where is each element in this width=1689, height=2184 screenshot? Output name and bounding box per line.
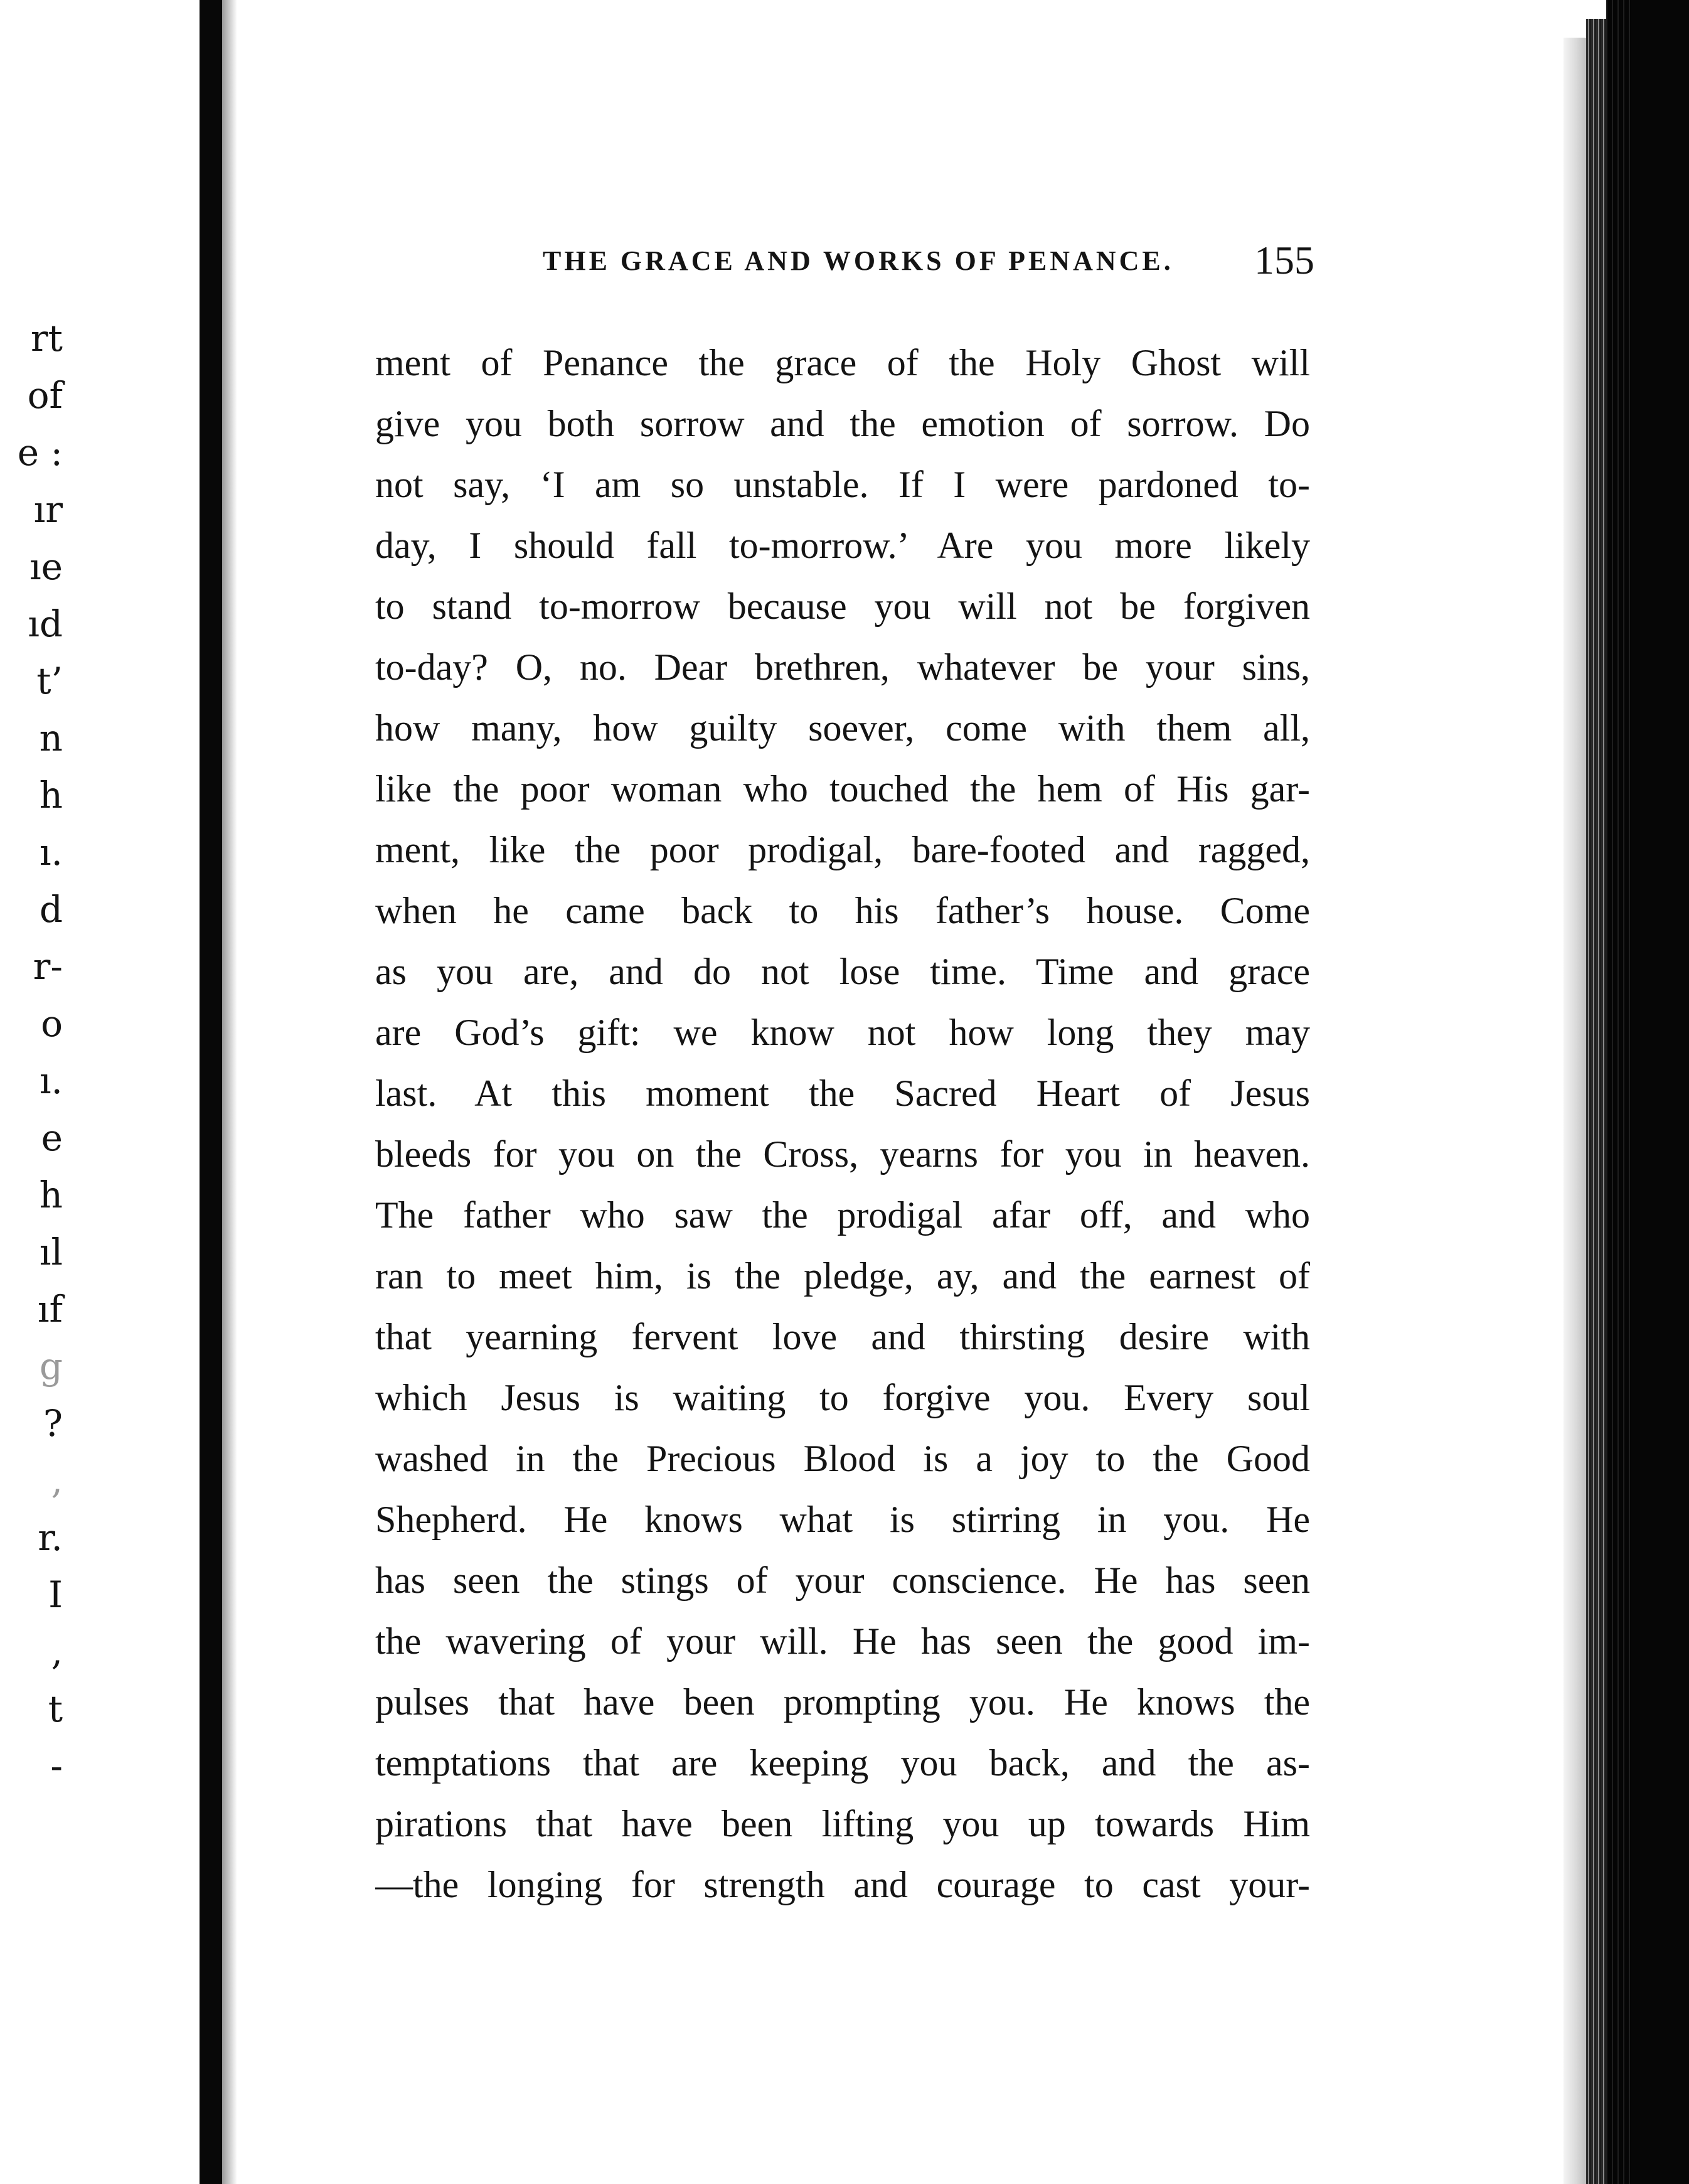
text-line: The father who saw the prodigal afar off, and who [375,1194,1310,1236]
previous-page-fragment: h [39,774,63,816]
text-line: when he came back to his father’s house. Come [375,890,1310,931]
text-line: that yearning fervent love and thirsting desire with [375,1316,1310,1357]
previous-page-fragment: ? [43,1402,63,1445]
text-line: day, I should fall to-morrow.’ Are you more likely [375,525,1310,566]
previous-page-fragment: t [48,1688,63,1730]
previous-page-fragment: ı. [40,831,63,874]
previous-page-fragment: d [39,888,63,931]
gutter-shadow [222,0,237,2184]
text-line: temptations that are keeping you back, and the as- [375,1742,1310,1784]
page-stack-edge [1586,19,1606,2184]
previous-page-fragment: o [41,1002,63,1045]
text-line: are God’s gift: we know not how long they may [375,1012,1310,1053]
text-line: Shepherd. He knows what is stirring in you. He [375,1499,1310,1540]
previous-page-fragment: I [48,1573,63,1616]
previous-page-fragment: e : [17,431,63,474]
previous-page-fragment: - [50,1745,63,1787]
text-line: last. At this moment the Sacred Heart of Jesus [375,1073,1310,1114]
text-line: ran to meet him, is the pledge, ay, and the earnest of [375,1255,1310,1297]
text-line: to stand to-morrow because you will not be forgiven [375,586,1310,627]
text-line: ment, like the poor prodigal, bare-footed and ragged, [375,829,1310,870]
previous-page-fragment: ıl [39,1231,63,1273]
previous-page-fragment: rt [30,317,63,360]
previous-page-fragment: of [27,374,63,417]
text-line: which Jesus is waiting to forgive you. Every soul [375,1377,1310,1418]
text-line: to-day? O, no. Dear brethren, whatever be your sins, [375,646,1310,688]
book-gutter [200,0,222,2184]
previous-page-fragment: ır [33,488,63,531]
text-line: pirations that have been lifting you up towards Him [375,1803,1310,1844]
previous-page-fragment: r- [33,945,63,988]
text-line: how many, how guilty soever, come with them all, [375,707,1310,749]
text-line: not say, ‘I am so unstable. If I were pardoned to- [375,464,1310,505]
previous-page-fragment: t’ [36,660,63,702]
previous-page-fragment: h [39,1174,63,1216]
previous-page-fragment: ıd [28,602,63,645]
page-number: 155 [1254,238,1314,282]
text-line: like the poor woman who touched the hem of His gar- [375,768,1310,810]
previous-page-fragment: ı. [40,1059,63,1102]
previous-page-fragment: g [39,1345,63,1388]
text-line: give you both sorrow and the emotion of sorrow. Do [375,403,1310,444]
previous-page-fragment: r. [38,1516,63,1559]
previous-page-fragment: n [39,717,63,759]
text-line: washed in the Precious Blood is a joy to the Good [375,1438,1310,1479]
body-text [375,333,1310,1915]
previous-page-fragment: , [51,1630,63,1673]
page-header [543,237,1314,281]
previous-page-fragment: ıf [37,1288,63,1330]
page-edge [1564,38,1586,2184]
previous-page-fragment: , [51,1459,63,1502]
previous-page-fragment: ıe [29,545,63,588]
running-head: THE GRACE AND WORKS OF PENANCE. [543,245,1174,276]
previous-page-fragment: e [41,1116,63,1159]
text-line: has seen the stings of your conscience. He has seen [375,1560,1310,1601]
text-line: as you are, and do not lose time. Time and grace [375,951,1310,992]
text-line: —the longing for strength and courage to cast your- [375,1864,1310,1905]
previous-page [0,0,200,2184]
cover-edge-texture [1606,0,1631,2184]
text-line: bleeds for you on the Cross, yearns for you in heaven. [375,1133,1310,1175]
text-line: ment of Penance the grace of the Holy Ghost will [375,342,1310,383]
text-line: pulses that have been prompting you. He knows the [375,1681,1310,1723]
text-line: the wavering of your will. He has seen the good im- [375,1620,1310,1662]
